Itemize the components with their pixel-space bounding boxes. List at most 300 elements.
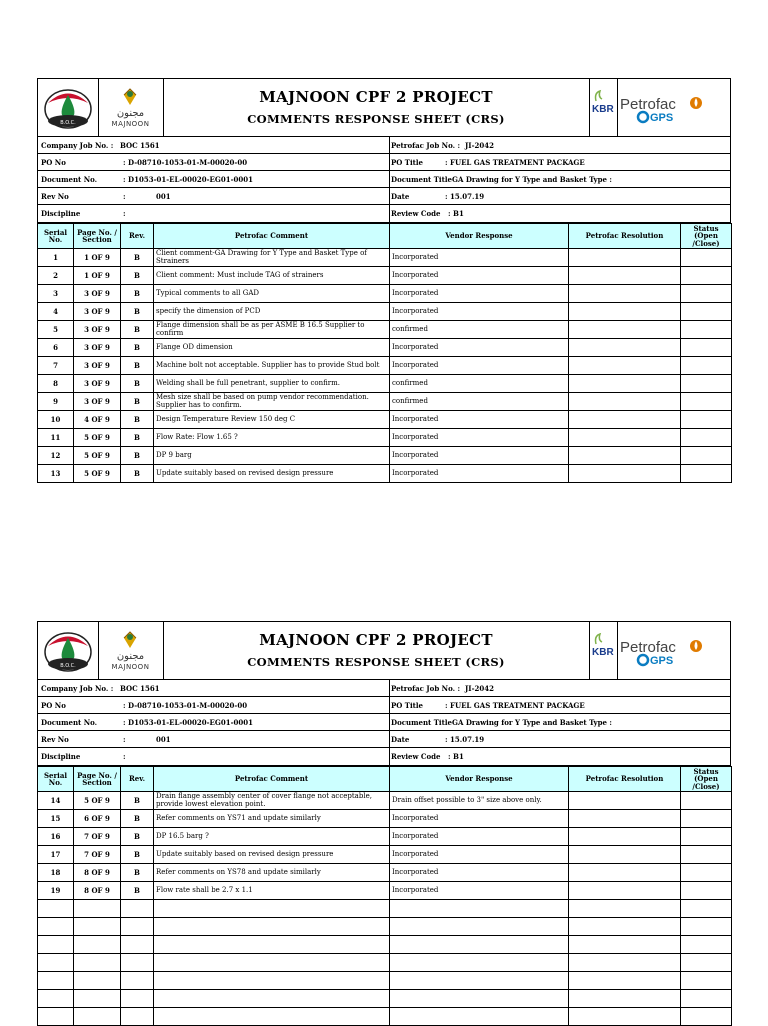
serial-cell: 14 bbox=[38, 792, 74, 810]
vendor-response-cell: confirmed bbox=[390, 393, 569, 411]
status-cell bbox=[681, 447, 732, 465]
info-row bbox=[38, 714, 730, 731]
document-title-label: Document Title bbox=[391, 718, 452, 727]
comments-table bbox=[37, 223, 732, 483]
comment-cell: DP 9 barg bbox=[154, 447, 390, 465]
table-row bbox=[38, 357, 732, 375]
comments-table bbox=[37, 766, 732, 1026]
page-cell bbox=[74, 900, 121, 918]
col-comment: Petrofac Comment bbox=[154, 767, 390, 792]
rev-cell: B bbox=[121, 465, 154, 483]
table-row bbox=[38, 1008, 732, 1026]
info-cell bbox=[390, 154, 730, 170]
table-row bbox=[38, 249, 732, 267]
serial-cell: 6 bbox=[38, 339, 74, 357]
majnoon-logo bbox=[98, 79, 164, 136]
table-row bbox=[38, 429, 732, 447]
status-cell bbox=[681, 465, 732, 483]
serial-cell bbox=[38, 972, 74, 990]
document-info bbox=[37, 680, 731, 766]
page-cell: 3 OF 9 bbox=[74, 357, 121, 375]
col-comment: Petrofac Comment bbox=[154, 224, 390, 249]
info-row bbox=[38, 731, 730, 748]
rev-cell: B bbox=[121, 846, 154, 864]
serial-cell bbox=[38, 936, 74, 954]
table-row bbox=[38, 792, 732, 810]
majnoon-logo-text: MAJNOON bbox=[111, 120, 150, 128]
page-cell bbox=[74, 918, 121, 936]
rev-no-colon: : bbox=[123, 735, 126, 744]
discipline-label: Discipline bbox=[41, 209, 81, 218]
petrofac-job-no-label: Petrofac Job No. : bbox=[391, 684, 461, 693]
rev-cell: B bbox=[121, 882, 154, 900]
page-cell bbox=[74, 990, 121, 1008]
info-cell bbox=[38, 171, 390, 187]
document-no-label: Document No. bbox=[41, 718, 98, 727]
document-no-label: Document No. bbox=[41, 175, 98, 184]
rev-no-label: Rev No bbox=[41, 735, 69, 744]
table-row bbox=[38, 285, 732, 303]
majnoon-arabic-text: مجنون bbox=[116, 108, 145, 119]
petrofac-logo bbox=[616, 79, 730, 136]
kbr-logo bbox=[589, 622, 618, 679]
status-cell bbox=[681, 918, 732, 936]
resolution-cell bbox=[569, 411, 681, 429]
serial-cell: 2 bbox=[38, 267, 74, 285]
status-cell bbox=[681, 990, 732, 1008]
petrofac-job-no-label: Petrofac Job No. : bbox=[391, 141, 461, 150]
rev-cell bbox=[121, 936, 154, 954]
rev-no: 001 bbox=[156, 735, 171, 744]
table-row bbox=[38, 954, 732, 972]
resolution-cell bbox=[569, 1008, 681, 1026]
comment-cell: Update suitably based on revised design pressure bbox=[154, 846, 390, 864]
comment-cell: Update suitably based on revised design pressure bbox=[154, 465, 390, 483]
vendor-response-cell bbox=[390, 918, 569, 936]
status-cell bbox=[681, 792, 732, 810]
comment-cell bbox=[154, 900, 390, 918]
vendor-response-cell: Incorporated bbox=[390, 810, 569, 828]
info-cell bbox=[390, 697, 730, 713]
table-row bbox=[38, 411, 732, 429]
comment-cell bbox=[154, 972, 390, 990]
info-cell bbox=[38, 714, 390, 730]
info-row bbox=[38, 154, 730, 171]
vendor-response-cell: Incorporated bbox=[390, 846, 569, 864]
col-page: Page No. / Section bbox=[74, 767, 121, 792]
comment-cell bbox=[154, 990, 390, 1008]
page-cell bbox=[74, 954, 121, 972]
comment-cell: Client comment: Must include TAG of strainers bbox=[154, 267, 390, 285]
rev-cell bbox=[121, 954, 154, 972]
page-cell: 3 OF 9 bbox=[74, 393, 121, 411]
resolution-cell bbox=[569, 393, 681, 411]
company-job-no-label: Company Job No. : bbox=[41, 141, 114, 150]
col-rev: Rev. bbox=[121, 767, 154, 792]
petrofac-job-no: JI-2042 bbox=[465, 141, 494, 150]
table-row bbox=[38, 846, 732, 864]
gps-logo-text: GPS bbox=[650, 112, 674, 124]
comment-cell: Flow rate shall be 2.7 x 1.1 bbox=[154, 882, 390, 900]
info-cell bbox=[390, 188, 730, 204]
vendor-response-cell: Incorporated bbox=[390, 357, 569, 375]
title-block bbox=[163, 79, 589, 136]
status-cell bbox=[681, 954, 732, 972]
status-cell bbox=[681, 285, 732, 303]
rev-cell bbox=[121, 990, 154, 1008]
vendor-response-cell: confirmed bbox=[390, 375, 569, 393]
boc-logo bbox=[38, 79, 99, 136]
comment-cell: Refer comments on YS78 and update similarly bbox=[154, 864, 390, 882]
page-cell: 3 OF 9 bbox=[74, 303, 121, 321]
resolution-cell bbox=[569, 267, 681, 285]
info-cell bbox=[38, 748, 390, 765]
comment-cell bbox=[154, 1008, 390, 1026]
po-no-label: PO No bbox=[41, 158, 66, 167]
comment-cell bbox=[154, 918, 390, 936]
comment-cell: Welding shall be full penetrant, supplier to confirm. bbox=[154, 375, 390, 393]
table-row bbox=[38, 447, 732, 465]
comment-cell: Typical comments to all GAD bbox=[154, 285, 390, 303]
status-cell bbox=[681, 339, 732, 357]
resolution-cell bbox=[569, 321, 681, 339]
table-row bbox=[38, 393, 732, 411]
page-cell: 5 OF 9 bbox=[74, 429, 121, 447]
vendor-response-cell bbox=[390, 1008, 569, 1026]
review-code: : B1 bbox=[448, 209, 464, 218]
boc-logo-text: B.O.C. bbox=[60, 663, 76, 669]
rev-cell: B bbox=[121, 810, 154, 828]
rev-cell: B bbox=[121, 321, 154, 339]
page-cell bbox=[74, 972, 121, 990]
info-cell bbox=[38, 205, 390, 222]
vendor-response-cell: Incorporated bbox=[390, 411, 569, 429]
rev-no-label: Rev No bbox=[41, 192, 69, 201]
table-row bbox=[38, 900, 732, 918]
resolution-cell bbox=[569, 792, 681, 810]
kbr-logo bbox=[589, 79, 618, 136]
page-cell: 6 OF 9 bbox=[74, 810, 121, 828]
sheet-header bbox=[37, 621, 731, 680]
petrofac-job-no: JI-2042 bbox=[465, 684, 494, 693]
resolution-cell bbox=[569, 918, 681, 936]
page-cell bbox=[74, 936, 121, 954]
crs-sheet-1 bbox=[37, 78, 731, 483]
comment-cell: Design Temperature Review 150 deg C bbox=[154, 411, 390, 429]
resolution-cell bbox=[569, 882, 681, 900]
rev-cell: B bbox=[121, 429, 154, 447]
page-cell: 7 OF 9 bbox=[74, 828, 121, 846]
col-vendor: Vendor Response bbox=[390, 767, 569, 792]
page-cell: 8 OF 9 bbox=[74, 864, 121, 882]
status-cell bbox=[681, 303, 732, 321]
vendor-response-cell: Drain offset possible to 3" size above only. bbox=[390, 792, 569, 810]
status-cell bbox=[681, 864, 732, 882]
status-cell bbox=[681, 882, 732, 900]
status-cell bbox=[681, 411, 732, 429]
table-row bbox=[38, 267, 732, 285]
serial-cell: 19 bbox=[38, 882, 74, 900]
status-cell bbox=[681, 357, 732, 375]
info-row bbox=[38, 697, 730, 714]
resolution-cell bbox=[569, 465, 681, 483]
status-cell bbox=[681, 267, 732, 285]
vendor-response-cell: Incorporated bbox=[390, 249, 569, 267]
serial-cell: 5 bbox=[38, 321, 74, 339]
page-cell: 3 OF 9 bbox=[74, 375, 121, 393]
info-cell bbox=[38, 188, 390, 204]
info-cell bbox=[38, 731, 390, 747]
status-cell bbox=[681, 900, 732, 918]
comment-cell: DP 16.5 barg ? bbox=[154, 828, 390, 846]
table-row bbox=[38, 918, 732, 936]
resolution-cell bbox=[569, 810, 681, 828]
po-no-label: PO No bbox=[41, 701, 66, 710]
status-cell bbox=[681, 321, 732, 339]
review-code-label: Review Code bbox=[391, 209, 441, 218]
resolution-cell bbox=[569, 285, 681, 303]
info-cell bbox=[390, 680, 730, 696]
rev-cell: B bbox=[121, 792, 154, 810]
status-cell bbox=[681, 393, 732, 411]
info-cell bbox=[38, 154, 390, 170]
po-no: : D-08710-1053-01-M-00020-00 bbox=[123, 158, 248, 167]
info-row bbox=[38, 171, 730, 188]
rev-cell bbox=[121, 900, 154, 918]
page-cell: 3 OF 9 bbox=[74, 321, 121, 339]
col-vendor: Vendor Response bbox=[390, 224, 569, 249]
col-rev: Rev. bbox=[121, 224, 154, 249]
page-cell: 5 OF 9 bbox=[74, 792, 121, 810]
table-row bbox=[38, 321, 732, 339]
comment-cell: Client comment-GA Drawing for Y Type and Basket Type of Strainers bbox=[154, 249, 390, 267]
table-header-row bbox=[38, 767, 732, 792]
title-block bbox=[163, 622, 589, 679]
info-cell bbox=[38, 680, 390, 696]
crs-sheet-2 bbox=[37, 621, 731, 1026]
company-job-no: BOC 1561 bbox=[120, 141, 160, 150]
review-code-label: Review Code bbox=[391, 752, 441, 761]
resolution-cell bbox=[569, 954, 681, 972]
page-cell: 8 OF 9 bbox=[74, 882, 121, 900]
date-label: Date bbox=[391, 192, 410, 201]
company-job-no: BOC 1561 bbox=[120, 684, 160, 693]
majnoon-arabic-text: مجنون bbox=[116, 651, 145, 662]
vendor-response-cell: Incorporated bbox=[390, 303, 569, 321]
vendor-response-cell bbox=[390, 936, 569, 954]
rev-cell: B bbox=[121, 249, 154, 267]
table-row bbox=[38, 882, 732, 900]
date-label: Date bbox=[391, 735, 410, 744]
comment-cell: Machine bolt not acceptable. Supplier has to provide Stud bolt bbox=[154, 357, 390, 375]
serial-cell: 12 bbox=[38, 447, 74, 465]
serial-cell: 16 bbox=[38, 828, 74, 846]
rev-cell: B bbox=[121, 357, 154, 375]
resolution-cell bbox=[569, 303, 681, 321]
info-cell bbox=[390, 748, 730, 765]
comment-cell bbox=[154, 936, 390, 954]
col-status: Status (Open /Close) bbox=[681, 224, 732, 249]
table-row bbox=[38, 339, 732, 357]
resolution-cell bbox=[569, 429, 681, 447]
vendor-response-cell: Incorporated bbox=[390, 882, 569, 900]
table-row bbox=[38, 864, 732, 882]
col-page: Page No. / Section bbox=[74, 224, 121, 249]
status-cell bbox=[681, 429, 732, 447]
vendor-response-cell: confirmed bbox=[390, 321, 569, 339]
rev-cell bbox=[121, 918, 154, 936]
boc-logo-icon bbox=[38, 622, 98, 679]
comment-cell: Drain flange assembly center of cover flange not acceptable, provide lowest elevation point. bbox=[154, 792, 390, 810]
vendor-response-cell bbox=[390, 954, 569, 972]
vendor-response-cell: Incorporated bbox=[390, 267, 569, 285]
status-cell bbox=[681, 936, 732, 954]
serial-cell: 1 bbox=[38, 249, 74, 267]
info-row bbox=[38, 748, 730, 765]
resolution-cell bbox=[569, 846, 681, 864]
vendor-response-cell: Incorporated bbox=[390, 864, 569, 882]
info-row bbox=[38, 188, 730, 205]
table-row bbox=[38, 810, 732, 828]
kbr-logo-text: KBR bbox=[592, 647, 614, 658]
page-cell: 4 OF 9 bbox=[74, 411, 121, 429]
status-cell bbox=[681, 846, 732, 864]
vendor-response-cell: Incorporated bbox=[390, 429, 569, 447]
info-cell bbox=[390, 731, 730, 747]
boc-logo-text: B.O.C. bbox=[60, 120, 76, 126]
comment-cell bbox=[154, 954, 390, 972]
table-header-row bbox=[38, 224, 732, 249]
status-cell bbox=[681, 972, 732, 990]
vendor-response-cell bbox=[390, 900, 569, 918]
document-title-label: Document Title bbox=[391, 175, 452, 184]
rev-cell: B bbox=[121, 864, 154, 882]
serial-cell: 13 bbox=[38, 465, 74, 483]
serial-cell: 3 bbox=[38, 285, 74, 303]
col-status: Status (Open /Close) bbox=[681, 767, 732, 792]
majnoon-logo-icon bbox=[98, 79, 163, 109]
serial-cell bbox=[38, 918, 74, 936]
comment-cell: Flange dimension shall be as per ASME B 16.5 Supplier to confirm bbox=[154, 321, 390, 339]
document-no: : D1053-01-EL-00020-EG01-0001 bbox=[123, 718, 253, 727]
page-cell: 5 OF 9 bbox=[74, 447, 121, 465]
serial-cell bbox=[38, 900, 74, 918]
comment-cell: Refer comments on YS71 and update similarly bbox=[154, 810, 390, 828]
document-no: : D1053-01-EL-00020-EG01-0001 bbox=[123, 175, 253, 184]
resolution-cell bbox=[569, 375, 681, 393]
resolution-cell bbox=[569, 357, 681, 375]
rev-cell bbox=[121, 972, 154, 990]
info-row bbox=[38, 205, 730, 222]
table-row bbox=[38, 375, 732, 393]
table-row bbox=[38, 972, 732, 990]
col-serial: Serial No. bbox=[38, 224, 74, 249]
resolution-cell bbox=[569, 249, 681, 267]
kbr-logo-text: KBR bbox=[592, 104, 614, 115]
rev-cell: B bbox=[121, 285, 154, 303]
info-cell bbox=[390, 205, 730, 222]
rev-cell: B bbox=[121, 393, 154, 411]
status-cell bbox=[681, 375, 732, 393]
rev-cell: B bbox=[121, 375, 154, 393]
rev-cell: B bbox=[121, 267, 154, 285]
petrofac-flame-icon bbox=[616, 622, 730, 679]
vendor-response-cell: Incorporated bbox=[390, 465, 569, 483]
serial-cell bbox=[38, 990, 74, 1008]
discipline-label: Discipline bbox=[41, 752, 81, 761]
page-cell bbox=[74, 1008, 121, 1026]
po-title: : FUEL GAS TREATMENT PACKAGE bbox=[445, 701, 585, 710]
resolution-cell bbox=[569, 900, 681, 918]
serial-cell: 7 bbox=[38, 357, 74, 375]
page-cell: 5 OF 9 bbox=[74, 465, 121, 483]
resolution-cell bbox=[569, 339, 681, 357]
boc-logo-icon bbox=[38, 79, 98, 136]
status-cell bbox=[681, 810, 732, 828]
gps-logo-text: GPS bbox=[650, 655, 674, 667]
date: : 15.07.19 bbox=[445, 192, 485, 201]
boc-logo bbox=[38, 622, 99, 679]
petrofac-logo bbox=[616, 622, 730, 679]
comment-cell: specify the dimension of PCD bbox=[154, 303, 390, 321]
resolution-cell bbox=[569, 828, 681, 846]
rev-cell: B bbox=[121, 828, 154, 846]
serial-cell: 11 bbox=[38, 429, 74, 447]
vendor-response-cell bbox=[390, 990, 569, 1008]
vendor-response-cell: Incorporated bbox=[390, 828, 569, 846]
info-cell bbox=[38, 137, 390, 153]
status-cell bbox=[681, 1008, 732, 1026]
info-cell bbox=[38, 697, 390, 713]
resolution-cell bbox=[569, 864, 681, 882]
serial-cell bbox=[38, 1008, 74, 1026]
vendor-response-cell bbox=[390, 972, 569, 990]
resolution-cell bbox=[569, 972, 681, 990]
po-title-label: PO Title bbox=[391, 701, 424, 710]
table-row bbox=[38, 303, 732, 321]
project-title: MAJNOON CPF 2 PROJECT bbox=[259, 631, 493, 649]
discipline: : bbox=[123, 209, 126, 218]
resolution-cell bbox=[569, 936, 681, 954]
majnoon-logo bbox=[98, 622, 164, 679]
majnoon-logo-text: MAJNOON bbox=[111, 663, 150, 671]
rev-cell: B bbox=[121, 303, 154, 321]
sheet2-rows bbox=[38, 792, 732, 1026]
rev-cell: B bbox=[121, 339, 154, 357]
sheet-subtitle: COMMENTS RESPONSE SHEET (CRS) bbox=[247, 655, 505, 669]
comment-cell: Mesh size shall be based on pump vendor recommendation. Supplier has to confirm. bbox=[154, 393, 390, 411]
serial-cell: 15 bbox=[38, 810, 74, 828]
rev-no-colon: : bbox=[123, 192, 126, 201]
petrofac-logo-text: Petrofac bbox=[620, 96, 676, 113]
info-cell bbox=[390, 714, 730, 730]
serial-cell bbox=[38, 954, 74, 972]
page-cell: 3 OF 9 bbox=[74, 339, 121, 357]
rev-cell: B bbox=[121, 447, 154, 465]
info-cell bbox=[390, 171, 730, 187]
rev-cell bbox=[121, 1008, 154, 1026]
table-row bbox=[38, 990, 732, 1008]
vendor-response-cell: Incorporated bbox=[390, 339, 569, 357]
petrofac-logo-text: Petrofac bbox=[620, 639, 676, 656]
serial-cell: 18 bbox=[38, 864, 74, 882]
page-cell: 1 OF 9 bbox=[74, 249, 121, 267]
document-info bbox=[37, 137, 731, 223]
document-title: GA Drawing for Y Type and Basket Type : bbox=[452, 718, 612, 727]
info-cell bbox=[390, 137, 730, 153]
rev-cell: B bbox=[121, 411, 154, 429]
resolution-cell bbox=[569, 990, 681, 1008]
